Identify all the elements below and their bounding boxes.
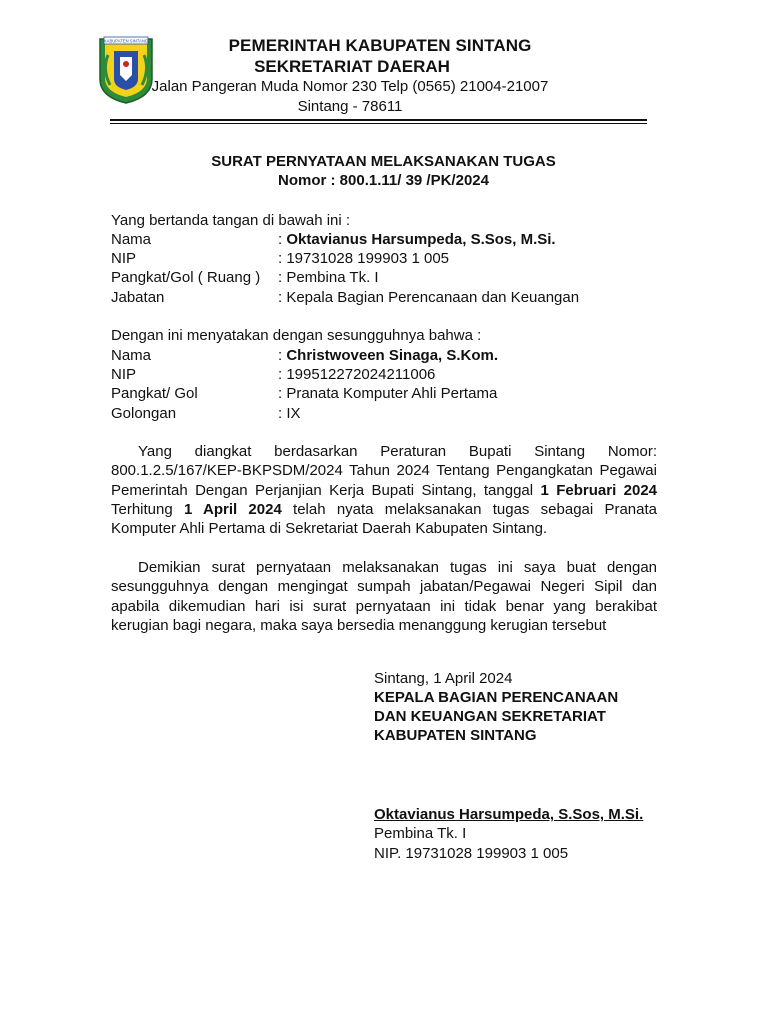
signer-intro: Yang bertanda tangan di bawah ini :: [111, 212, 351, 229]
office-city: Sintang - 78611: [297, 98, 403, 115]
signer-position-value: : Kepala Bagian Perencanaan dan Keuangan: [278, 289, 580, 306]
signature-position-line2: DAN KEUANGAN SEKRETARIAT: [374, 708, 606, 725]
subject-rank-value: : Pranata Komputer Ahli Pertama: [278, 385, 498, 402]
subject-intro: Dengan ini menyatakan dengan sesungguhnya bahwa :: [111, 327, 482, 344]
signer-name-value: : Oktavianus Harsumpeda, S.Sos, M.Si.: [278, 231, 556, 248]
header-rule-thick: [110, 119, 647, 121]
document-number: Nomor : 800.1.11/ 39 /PK/2024: [278, 172, 489, 189]
signature-name: Oktavianus Harsumpeda, S.Sos, M.Si.: [374, 806, 644, 823]
subject-grade-label: Golongan: [111, 405, 177, 422]
signer-rank-label: Pangkat/Gol ( Ruang ): [111, 269, 261, 286]
signer-nip-label: NIP: [111, 250, 137, 267]
subject-rank-label: Pangkat/ Gol: [111, 385, 198, 402]
subject-name-label: Nama: [111, 347, 152, 364]
signer-rank-value: : Pembina Tk. I: [278, 269, 379, 286]
signature-position-line1: KEPALA BAGIAN PERENCANAAN: [374, 689, 619, 706]
signature-nip: NIP. 19731028 199903 1 005: [374, 845, 569, 862]
signer-name-label: Nama: [111, 231, 152, 248]
signature-rank: Pembina Tk. I: [374, 825, 467, 842]
body-paragraph-appointment: Yang diangkat berdasarkan Peraturan Bupati Sintang Nomor: 800.1.2.5/167/KEP-BKPSDM/2024 Tahun 2024 Tentang Pengangkatan Pegawai Pemerintah Dengan Perjanjian Kerja Bupati Sintang, tanggal 1 Februari 2024 Terhitung 1 April 2024 telah nyata melaksanakan tugas sebagai Pranata Komputer Ahli Pertama di Sekretariat Daerah Kabupaten Sintang.: [111, 443, 658, 538]
subject-nip-label: NIP: [111, 366, 137, 383]
header-rule-thin: [110, 123, 647, 124]
office-name: SEKRETARIAT DAERAH: [254, 57, 450, 76]
signature-place-date: Sintang, 1 April 2024: [374, 670, 513, 687]
logo-banner-text: KABUPATEN SINTANG: [103, 38, 149, 44]
body-paragraph-closing: Demikian surat pernyataan melaksanakan tugas ini saya buat dengan sesungguhnya dengan mengingat sumpah jabatan/Pegawai Negeri Sipil dan apabila dikemudian hari isi surat pernyataan ini tidak benar yang berakibat kerugian bagi negara, maka saya bersedia menanggung kerugian tersebut: [111, 559, 657, 634]
signature-position-line3: KABUPATEN SINTANG: [374, 727, 537, 744]
subject-nip-value: : 199512272024211006: [278, 366, 436, 383]
subject-name-value: : Christwoveen Sinaga, S.Kom.: [278, 347, 499, 364]
document-title: SURAT PERNYATAAN MELAKSANAKAN TUGAS: [211, 153, 556, 170]
subject-grade-value: : IX: [278, 405, 301, 422]
office-address: Jalan Pangeran Muda Nomor 230 Telp (0565) 21004-21007: [151, 78, 549, 95]
government-name: PEMERINTAH KABUPATEN SINTANG: [228, 36, 532, 55]
signer-position-label: Jabatan: [111, 289, 165, 306]
signer-nip-value: : 19731028 199903 1 005: [278, 250, 449, 267]
